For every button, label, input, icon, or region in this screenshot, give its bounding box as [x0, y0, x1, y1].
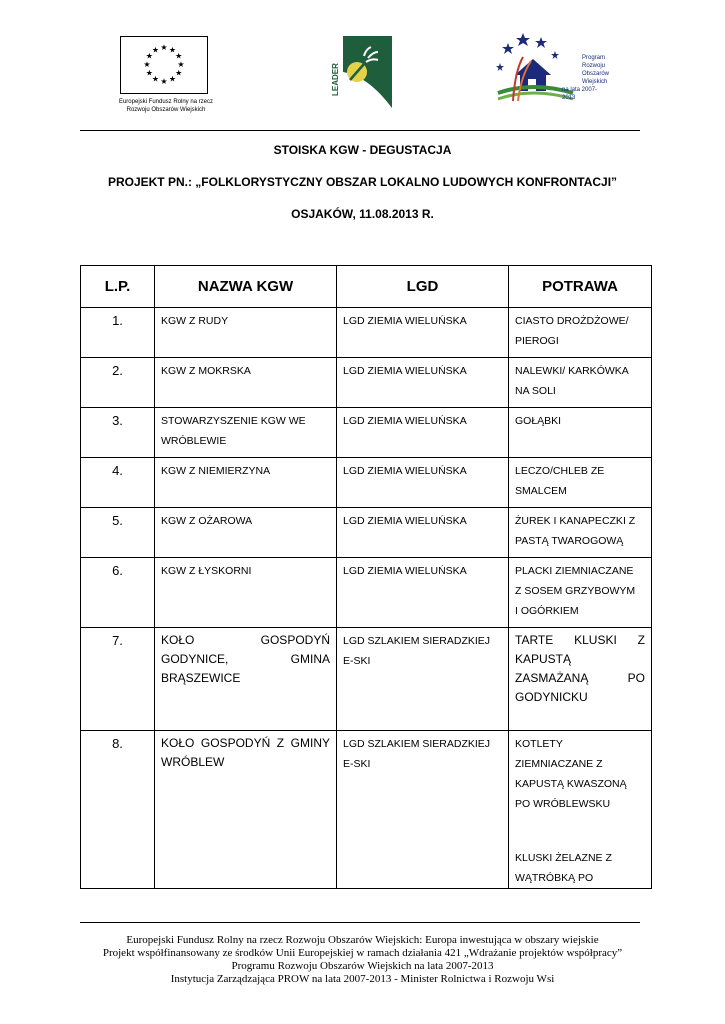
- eu-star-icon: ★: [145, 51, 153, 61]
- kgw-table: [80, 265, 652, 889]
- row-lgd: [337, 628, 509, 731]
- cell-line: KGW Z RUDY: [161, 315, 229, 327]
- row-name: [155, 308, 337, 358]
- cell-line: TARTE KLUSKI Z: [515, 633, 645, 647]
- cell-line: PO WRÓBLEWSKU: [515, 798, 611, 810]
- cell-line: KGW Z MOKRSKA: [161, 365, 251, 377]
- cell-line: Z SOSEM GRZYBOWYM: [515, 585, 636, 597]
- prow-caption-line: Wiejskich: [582, 79, 608, 85]
- cell-line: KAPUSTĄ: [515, 652, 572, 666]
- eu-star-icon: ★: [143, 60, 151, 69]
- prow-caption-line: Obszarów: [582, 71, 610, 77]
- table-row: [81, 558, 652, 628]
- cell-line: LGD ZIEMIA WIELUŃSKA: [343, 415, 467, 427]
- cell-line: BRĄSZEWICE: [161, 671, 241, 685]
- svg-text:LEADER: LEADER: [331, 63, 340, 96]
- eu-star-icon: ★: [175, 68, 183, 78]
- prow-caption-line: Rozwoju: [582, 63, 606, 69]
- cell-line: PASTĄ TWAROGOWĄ: [515, 535, 624, 547]
- row-lgd: [337, 408, 509, 458]
- cell-line: LGD ZIEMIA WIELUŃSKA: [343, 315, 467, 327]
- prow-caption: [562, 54, 623, 102]
- header-lp: L.P.: [81, 266, 155, 308]
- cell-line: GODYNICE, GMINA: [161, 652, 330, 666]
- row-name: [155, 358, 337, 408]
- row-dish: [509, 358, 652, 408]
- document-title: STOISKA KGW - DEGUSTACJA: [273, 143, 452, 157]
- footer-rule: [80, 922, 640, 923]
- row-lgd: [337, 308, 509, 358]
- cell-line: KLUSKI ŻELAZNE Z: [515, 852, 612, 864]
- cell-gap: [515, 814, 645, 848]
- row-name: [155, 558, 337, 628]
- row-dish: [509, 308, 652, 358]
- cell-line: WRÓBLEWIE: [161, 435, 227, 447]
- cell-line: KGW Z NIEMIERZYNA: [161, 465, 271, 477]
- eu-star-icon: ★: [177, 60, 185, 69]
- cell-line: KGW Z ŁYSKORNI: [161, 565, 252, 577]
- row-dish: [509, 558, 652, 628]
- footer-line: Instytucja Zarządzająca PROW na lata 2007-2013 - Minister Rolnictwa i Rozwoju Wsi: [170, 973, 555, 985]
- footer-line: Projekt współfinansowany ze środków Unii Europejskiej w ramach działania 421 „Wdrażanie projektów współpracy”: [102, 947, 623, 959]
- cell-line: PIEROGI: [515, 335, 559, 347]
- row-dish: [509, 628, 652, 731]
- cell-line: LGD ZIEMIA WIELUŃSKA: [343, 365, 467, 377]
- row-dish: [509, 408, 652, 458]
- footer-line: Programu Rozwoju Obszarów Wiejskich na lata 2007-2013: [231, 960, 494, 972]
- cell-line: KAPUSTĄ KWASZONĄ: [515, 778, 627, 790]
- cell-line: CIASTO DROŻDŻOWE/: [515, 315, 629, 327]
- eu-caption-line: Europejski Fundusz Rolny na rzecz: [118, 99, 214, 105]
- table-row: [81, 408, 652, 458]
- cell-line: LGD SZLAKIEM SIERADZKIEJ: [343, 635, 491, 647]
- cell-line: I OGÓRKIEM: [515, 605, 579, 617]
- row-lp: 6.: [81, 558, 155, 628]
- leader-logo: [328, 36, 392, 108]
- cell-line: LGD SZLAKIEM SIERADZKIEJ: [343, 738, 491, 750]
- row-lp: 5.: [81, 508, 155, 558]
- row-name: [155, 458, 337, 508]
- row-lp: 1.: [81, 308, 155, 358]
- cell-line: ŻUREK I KANAPECZKI Z: [515, 515, 636, 527]
- table-row: [81, 308, 652, 358]
- cell-line: ZASMAŻANĄ PO: [515, 671, 645, 685]
- row-dish: [509, 508, 652, 558]
- eu-star-icon: ★: [168, 74, 177, 84]
- eu-star-icon: ★: [160, 43, 168, 52]
- cell-line: GODYNICKU: [515, 690, 588, 704]
- cell-line: E-SKI: [343, 758, 371, 770]
- table-row: [81, 628, 652, 731]
- cell-line: SMALCEM: [515, 485, 567, 497]
- cell-line: LGD ZIEMIA WIELUŃSKA: [343, 465, 467, 477]
- row-lgd: [337, 358, 509, 408]
- header-rule: [80, 130, 640, 131]
- row-lp: 3.: [81, 408, 155, 458]
- cell-line: LECZO/CHLEB ZE: [515, 465, 605, 477]
- place-date: OSJAKÓW, 11.08.2013 R.: [291, 207, 434, 221]
- prow-caption-line: na lata 2007-2013: [562, 87, 598, 101]
- cell-line: E-SKI: [343, 655, 371, 667]
- cell-line: LGD ZIEMIA WIELUŃSKA: [343, 515, 467, 527]
- row-lgd: [337, 458, 509, 508]
- cell-line: NA SOLI: [515, 385, 556, 397]
- table-header-row: [81, 266, 652, 308]
- row-lgd: [337, 558, 509, 628]
- row-lgd: [337, 508, 509, 558]
- header-dish: POTRAWA: [509, 266, 652, 308]
- cell-line: KOŁO GOSPODYŃ: [161, 633, 330, 647]
- cell-line: KGW Z OŻAROWA: [161, 515, 253, 527]
- eu-logo: [96, 36, 236, 118]
- row-name: [155, 408, 337, 458]
- prow-logo: [493, 31, 623, 111]
- eu-star-icon: ★: [175, 51, 183, 61]
- table-row: [81, 458, 652, 508]
- row-name: [155, 508, 337, 558]
- eu-caption: [96, 98, 236, 114]
- cell-line: PLACKI ZIEMNIACZANE: [515, 565, 634, 577]
- eu-star-icon: ★: [160, 77, 168, 86]
- cell-line: ZIEMNIACZANE Z: [515, 758, 603, 770]
- row-lgd: [337, 731, 509, 889]
- row-lp: 8.: [81, 731, 155, 889]
- table-row: [81, 508, 652, 558]
- row-lp: 7.: [81, 628, 155, 731]
- eu-star-icon: ★: [151, 45, 160, 55]
- row-name: [155, 628, 337, 731]
- eu-star-icon: ★: [145, 68, 153, 78]
- table-row: [81, 358, 652, 408]
- cell-line: LGD ZIEMIA WIELUŃSKA: [343, 565, 467, 577]
- cell-line: WĄTRÓBKĄ PO: [515, 872, 594, 884]
- row-name: [155, 731, 337, 889]
- header-lgd: LGD: [337, 266, 509, 308]
- eu-star-icon: ★: [151, 74, 160, 84]
- cell-line: STOWARZYSZENIE KGW WE: [161, 415, 306, 427]
- cell-line: WRÓBLEW: [161, 755, 225, 769]
- footer-line: Europejski Fundusz Rolny na rzecz Rozwoju Obszarów Wiejskich: Europa inwestująca w obszary wiejskie: [126, 934, 599, 946]
- cell-line: GOŁĄBKI: [515, 415, 562, 427]
- row-lp: 2.: [81, 358, 155, 408]
- row-lp: 4.: [81, 458, 155, 508]
- row-dish: [509, 731, 652, 889]
- prow-caption-line: Program: [582, 55, 606, 61]
- cell-line: KOŁO GOSPODYŃ Z GMINY: [161, 736, 330, 750]
- eu-star-icon: ★: [168, 45, 177, 55]
- cell-line: KOTLETY: [515, 738, 563, 750]
- eu-caption-line: Rozwoju Obszarów Wiejskich: [126, 107, 206, 113]
- header-name: NAZWA KGW: [155, 266, 337, 308]
- footer: [0, 934, 725, 986]
- eu-flag-icon: [120, 36, 208, 94]
- cell-line: NALEWKI/ KARKÓWKA: [515, 365, 629, 377]
- table-row: [81, 731, 652, 889]
- project-name: PROJEKT PN.: „FOLKLORYSTYCZNY OBSZAR LOKALNO LUDOWYCH KONFRONTACJI”: [107, 175, 618, 189]
- row-dish: [509, 458, 652, 508]
